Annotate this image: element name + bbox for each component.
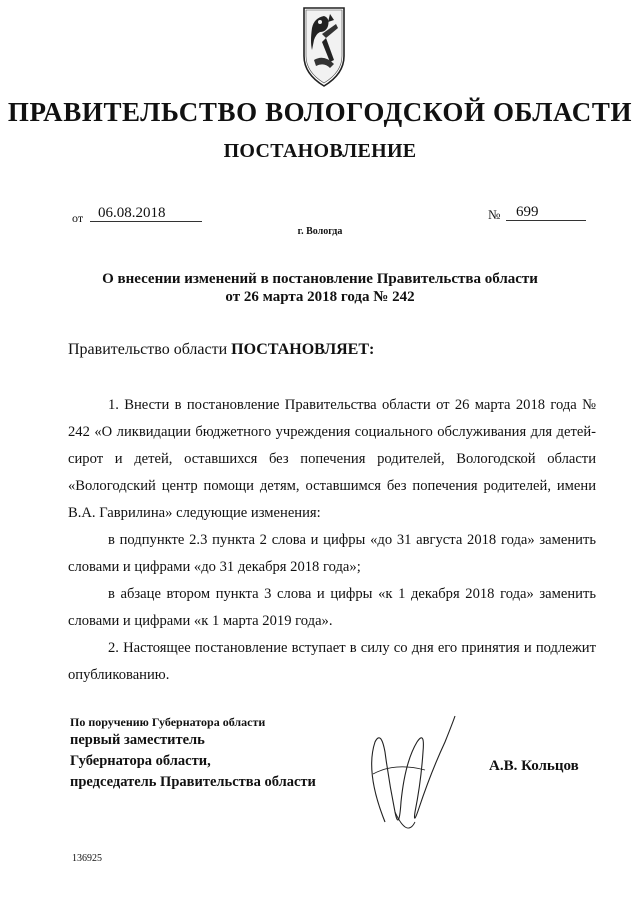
decree-intro	[68, 341, 374, 359]
signatory-line-1: первый заместитель	[70, 732, 205, 748]
document-date: 06.08.2018	[90, 205, 202, 222]
paragraph-1: 1. Внести в постановление Правительства области от 26 марта 2018 года № 242 «О ликвидации бюджетного учреждения социального обслуживания для детей-сирот и детей, оставшихся без попечения родителей, Вологодской области «Вологодский центр помощи детям, оставшимся без попечения родителей, имени В.А. Гаврилина» следующие изменения:	[68, 397, 596, 521]
document-type: ПОСТАНОВЛЕНИЕ	[223, 140, 417, 162]
document-body	[68, 392, 596, 689]
paragraph-4: 2. Настоящее постановление вступает в силу со дня его принятия и подлежит опубликованию.	[68, 640, 596, 683]
paragraph-3: в абзаце втором пункта 3 слова и цифры «к 1 декабря 2018 года» заменить словами и цифрами «к 1 марта 2019 года».	[68, 586, 596, 629]
signatory-line-3: председатель Правительства области	[70, 774, 316, 790]
decree-intro-text: Правительство области	[68, 341, 232, 358]
city: г. Вологда	[297, 226, 343, 237]
decree-keyword: ПОСТАНОВЛЯЕТ:	[231, 341, 375, 358]
document-number: 699	[506, 204, 586, 221]
document-subject	[40, 270, 600, 306]
coat-of-arms-icon	[300, 4, 348, 90]
signatory-line-0: По поручению Губернатора области	[70, 715, 266, 729]
signatory-position	[70, 714, 316, 793]
number-label: №	[488, 207, 501, 222]
paragraph-2: в подпункте 2.3 пункта 2 слова и цифры «до 31 августа 2018 года» заменить словами и цифрами «до 31 декабря 2018 года»;	[68, 532, 596, 575]
government-title: ПРАВИТЕЛЬСТВО ВОЛОГОДСКОЙ ОБЛАСТИ	[7, 97, 633, 127]
signatory-line-2: Губернатора области,	[70, 753, 211, 769]
signatory-name: А.В. Кольцов	[489, 758, 579, 774]
subject-line-2: от 26 марта 2018 года № 242	[225, 289, 415, 305]
handwritten-signature-icon	[355, 712, 465, 842]
date-label: от	[72, 211, 84, 225]
registration-number: 136925	[72, 853, 102, 864]
subject-line-1: О внесении изменений в постановление Правительства области	[102, 271, 538, 287]
